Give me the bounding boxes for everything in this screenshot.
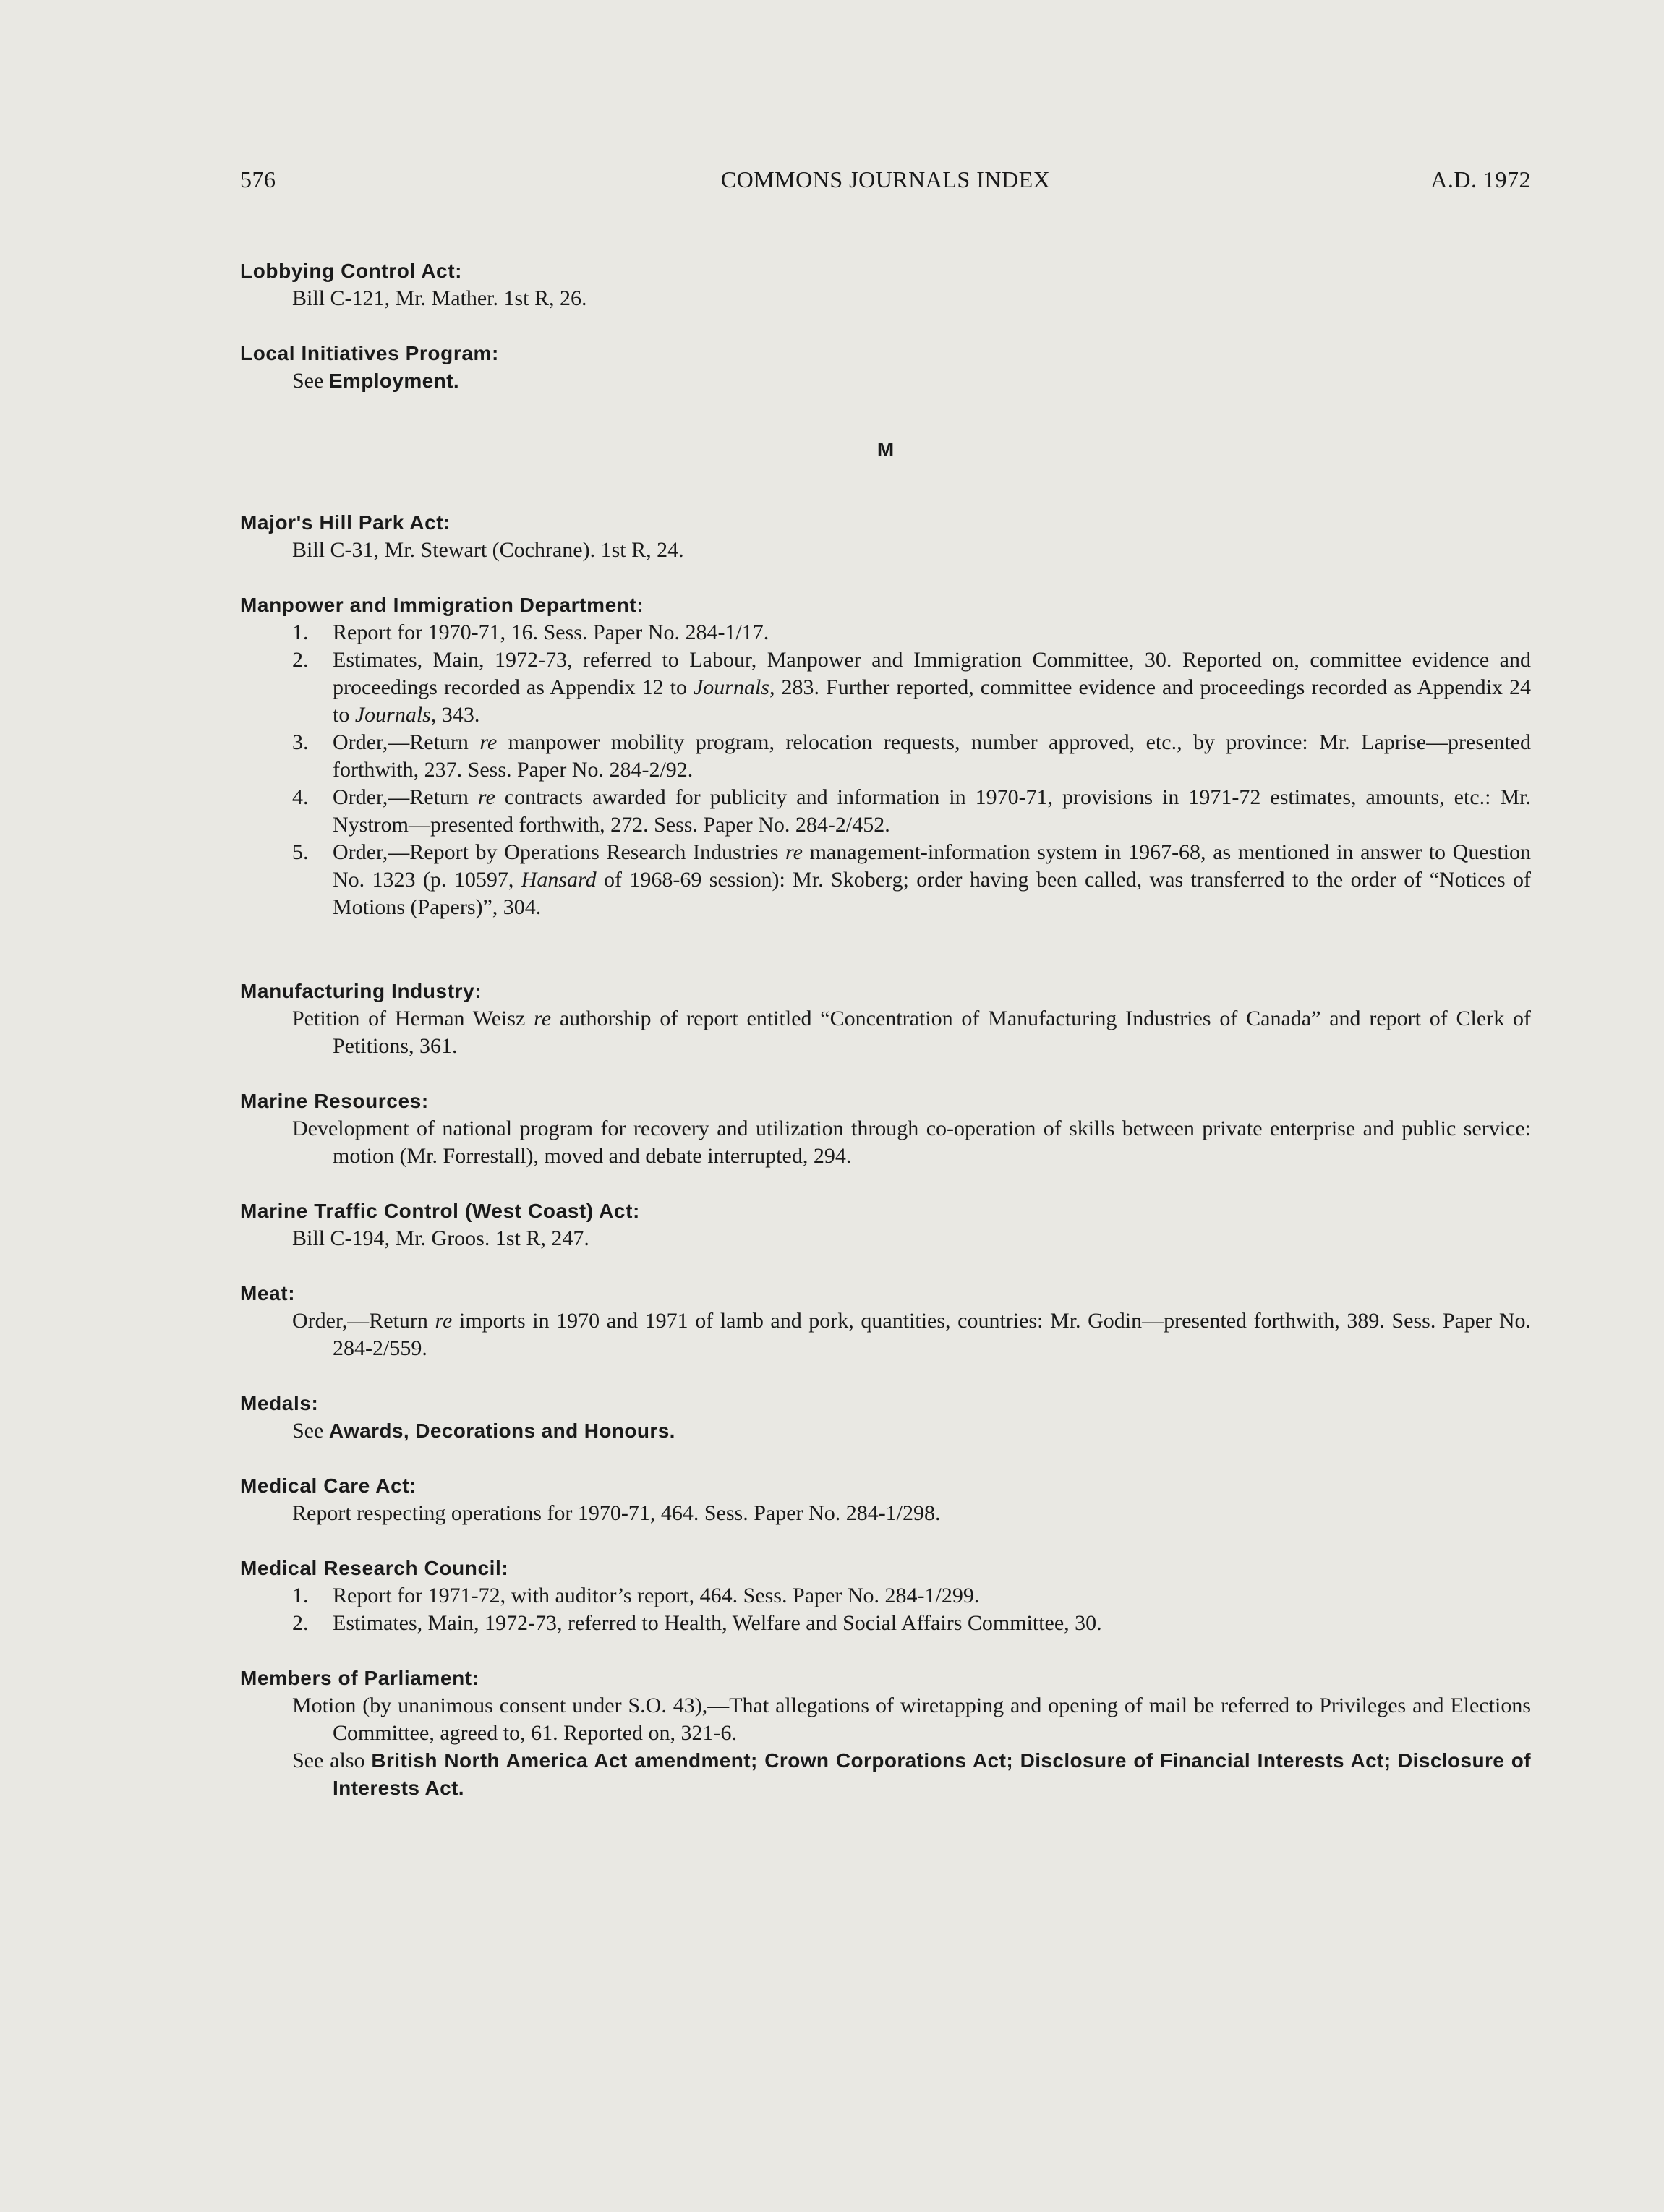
- item-text: Estimates, Main, 1972-73, referred to Labour, Manpower and Immigration Committee, 30. Reported on, committee evidence and proceedings recorded as Appendix 12 to: [333, 648, 1531, 699]
- entry-heading: Marine Resources:: [240, 1090, 429, 1112]
- entry-manpower: [240, 592, 1531, 921]
- list-item: [240, 839, 1531, 921]
- item-text: Report for 1970-71, 16. Sess. Paper No. 284-1/17.: [333, 620, 769, 644]
- line-text: authorship of report entitled “Concentration of Manufacturing Industries of Canada” and report of Clerk of Petitions, 361.: [333, 1007, 1531, 1058]
- page-header: [240, 166, 1531, 198]
- entry-line: Bill C-121, Mr. Mather. 1st R, 26.: [292, 286, 587, 310]
- item-text: Estimates, Main, 1972-73, referred to Health, Welfare and Social Affairs Committee, 30.: [333, 1611, 1102, 1635]
- item-text: Order,—Return: [333, 785, 478, 809]
- item-number: 1.: [292, 1584, 309, 1607]
- entry-line: Motion (by unanimous consent under S.O. 43),—That allegations of wiretapping and opening of mail be referred to Privileges and Elections Committee, agreed to, 61. Reported on, 321-6.: [292, 1694, 1531, 1745]
- item-italic: re: [785, 840, 803, 864]
- item-number: 2.: [292, 1611, 309, 1635]
- item-text: , 283. Further reported, committee evidence and proceedings recorded as Appendix 24 to: [333, 675, 1531, 727]
- line-italic: re: [534, 1007, 552, 1030]
- entry-line: Bill C-31, Mr. Stewart (Cochrane). 1st R, 24.: [292, 538, 684, 562]
- page-number: 576: [240, 166, 276, 192]
- numbered-list: [240, 619, 1531, 921]
- list-item: [240, 646, 1531, 729]
- item-number: 5.: [292, 840, 309, 864]
- line-text: Order,—Return: [292, 1309, 435, 1333]
- entry-marine-traffic: [240, 1197, 1531, 1252]
- entry-heading: Medals:: [240, 1392, 319, 1414]
- numbered-list: [240, 1582, 1531, 1637]
- entry-meat: [240, 1280, 1531, 1362]
- entry-medals: [240, 1390, 1531, 1445]
- entry-heading: Manpower and Immigration Department:: [240, 594, 644, 616]
- item-text: of 1968-69 session): Mr. Skoberg; order having been called, was transferred to the order of “Notices of Motions (Papers)”, 304.: [333, 868, 1531, 919]
- entry-heading: Meat:: [240, 1282, 296, 1304]
- item-text: contracts awarded for publicity and information in 1970-71, provisions in 1971-72 estimates, amounts, etc.: Mr. Nystrom—presented forthwith, 272. Sess. Paper No. 284-2/452.: [333, 785, 1531, 837]
- entry-heading: Lobbying Control Act:: [240, 260, 463, 282]
- item-text: Report for 1971-72, with auditor’s report, 464. Sess. Paper No. 284-1/299.: [333, 1584, 980, 1607]
- entry-heading: Manufacturing Industry:: [240, 980, 482, 1002]
- line-text: Petition of Herman Weisz: [292, 1007, 534, 1030]
- list-item: [240, 729, 1531, 784]
- item-number: 2.: [292, 648, 309, 672]
- entry-local-initiatives: [240, 340, 1531, 395]
- list-item: [240, 1582, 1531, 1610]
- entry-heading: Members of Parliament:: [240, 1667, 479, 1689]
- spacer: [240, 949, 1531, 978]
- list-item: [240, 784, 1531, 839]
- list-item: [240, 619, 1531, 646]
- see-target: Employment.: [328, 370, 460, 392]
- see-target: Awards, Decorations and Honours.: [328, 1419, 675, 1442]
- entry-majors-hill: [240, 509, 1531, 564]
- item-italic: re: [479, 730, 498, 754]
- item-italic: Journals: [693, 675, 769, 699]
- entry-members: [240, 1665, 1531, 1802]
- item-italic: Hansard: [521, 868, 597, 892]
- entry-marine-resources: [240, 1088, 1531, 1170]
- entry-manufacturing: [240, 978, 1531, 1060]
- entry-heading: Major's Hill Park Act:: [240, 511, 451, 534]
- entry-line: [240, 1307, 1531, 1362]
- entry-line: Report respecting operations for 1970-71, 464. Sess. Paper No. 284-1/298.: [292, 1501, 941, 1525]
- item-text: manpower mobility program, relocation requests, number approved, etc., by province: Mr. Laprise—presented forthwith, 237. Sess. Paper No. 284-2/92.: [333, 730, 1531, 782]
- entry-heading: Local Initiatives Program:: [240, 342, 499, 364]
- see-prefix: See: [292, 369, 329, 393]
- index-content: [240, 257, 1531, 1829]
- see-reference: [240, 1747, 1531, 1802]
- item-number: 3.: [292, 730, 309, 754]
- line-text: imports in 1970 and 1971 of lamb and pork, quantities, countries: Mr. Godin—presented forthwith, 389. Sess. Paper No. 284-2/559.: [333, 1309, 1531, 1360]
- entry-line: Development of national program for recovery and utilization through co-operation of skills between private enterprise and public service: motion (Mr. Forrestall), moved and debate interrupted, 294.: [292, 1116, 1531, 1168]
- item-italic: re: [477, 785, 495, 809]
- entry-line: Bill C-194, Mr. Groos. 1st R, 247.: [292, 1226, 589, 1250]
- see-reference: [240, 1417, 1531, 1445]
- see-prefix: See: [292, 1419, 329, 1443]
- line-italic: re: [435, 1309, 453, 1333]
- item-text: management-information system in 1967-68, as mentioned in answer to Question No. 1323 (p. 10597,: [333, 840, 1532, 892]
- see-prefix: See also: [292, 1748, 372, 1772]
- list-item: [240, 1610, 1531, 1637]
- item-text: , 343.: [430, 703, 480, 727]
- item-number: 1.: [292, 620, 309, 644]
- entry-medical-research: [240, 1555, 1531, 1637]
- page-year: A.D. 1972: [1430, 166, 1531, 192]
- see-target: British North America Act amendment; Crown Corporations Act; Disclosure of Financial Interests Act; Disclosure of Interests Act.: [333, 1749, 1532, 1799]
- item-text: Order,—Report by Operations Research Industries: [333, 840, 786, 864]
- entry-heading: Medical Research Council:: [240, 1557, 509, 1579]
- see-reference: [240, 367, 1531, 395]
- item-number: 4.: [292, 785, 309, 809]
- entry-lobbying: [240, 257, 1531, 312]
- entry-medical-care: [240, 1472, 1531, 1527]
- section-letter: M: [876, 438, 895, 461]
- entry-line: [240, 1005, 1531, 1060]
- item-text: Order,—Return: [333, 730, 480, 754]
- entry-heading: Medical Care Act:: [240, 1474, 417, 1497]
- entry-heading: Marine Traffic Control (West Coast) Act:: [240, 1200, 640, 1222]
- item-italic: Journals: [354, 703, 431, 727]
- page-title: COMMONS JOURNALS INDEX: [720, 166, 1051, 192]
